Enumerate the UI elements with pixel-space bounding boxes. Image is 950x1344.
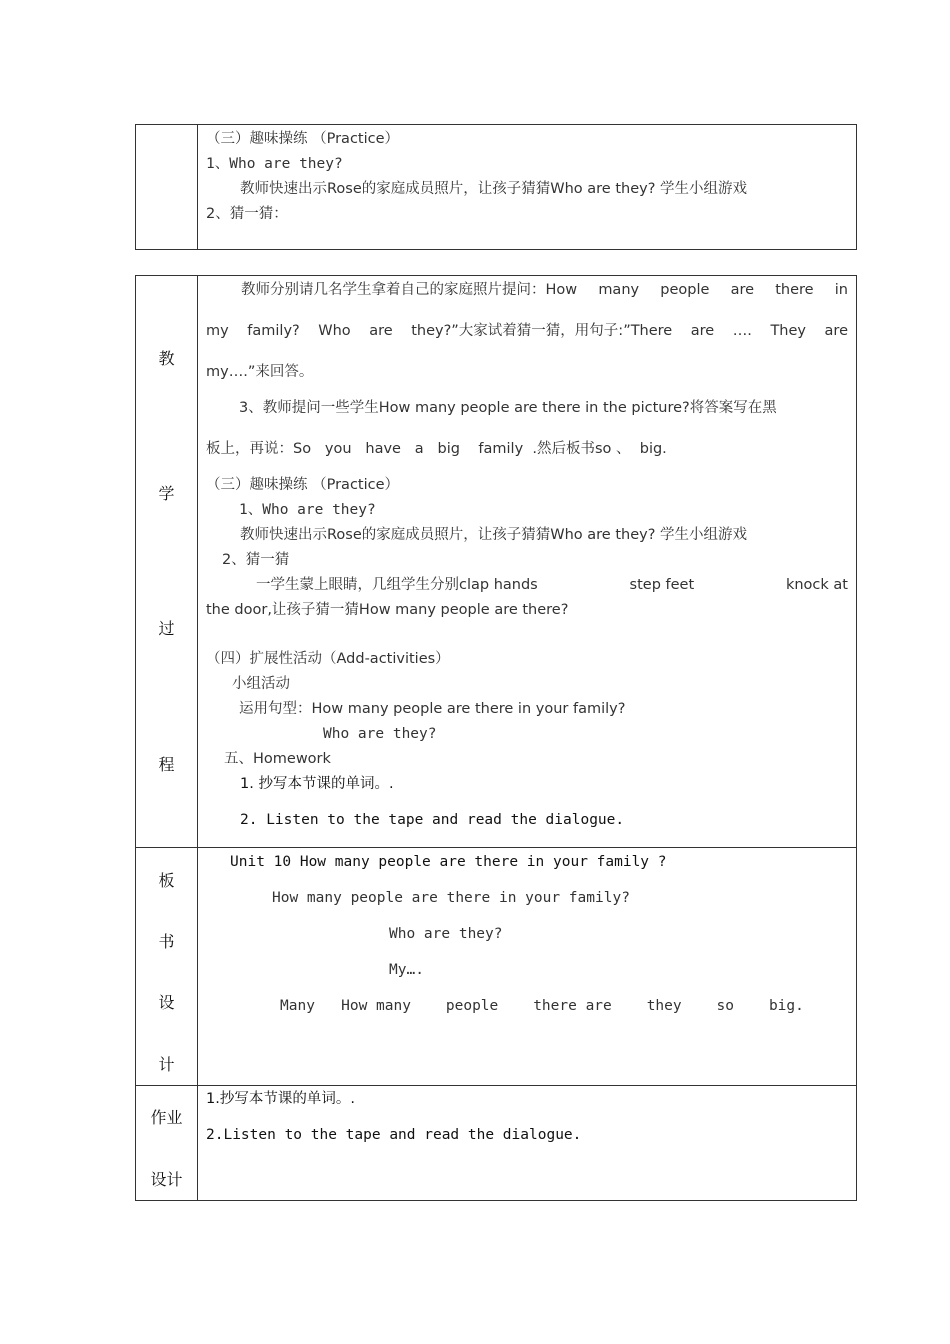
- word: you: [324, 441, 352, 457]
- word: 、: [616, 441, 631, 457]
- homework-label-2: 设计: [150, 1170, 183, 1189]
- word: people: [445, 998, 499, 1014]
- ext-pattern-2: Who are they?: [323, 726, 437, 742]
- word: Many: [280, 998, 315, 1014]
- process-label-3: 过: [158, 619, 175, 638]
- word: are: [824, 323, 848, 339]
- word: so: [716, 998, 735, 1014]
- homework-item-2: 2.Listen to the tape and read the dialogue.: [206, 1127, 582, 1143]
- ext-heading: （四）扩展性活动（Add-activities）: [206, 651, 450, 667]
- word: there are: [533, 998, 612, 1014]
- word: knock at: [785, 577, 848, 593]
- word: they?”大家试着猜一猜，用句子:”There: [411, 323, 673, 339]
- word: big: [437, 441, 460, 457]
- word: big.: [768, 998, 804, 1014]
- hw-item-2: 2. Listen to the tape and read the dialogue.: [240, 812, 625, 828]
- word: family: [478, 441, 524, 457]
- word: .然后板书so: [532, 441, 612, 457]
- word: they: [646, 998, 682, 1014]
- process-p1-line3: my….”来回答。: [206, 364, 314, 380]
- word: 教师分别请几名学生拿着自己的家庭照片提问：How: [241, 282, 578, 298]
- word: there: [775, 282, 814, 298]
- board-label-2: 书: [158, 932, 175, 951]
- word: 一学生蒙上眼睛，几组学生分别clap hands: [256, 577, 538, 593]
- process-guess-line2: the door,让孩子猜一猜How many people are there?: [206, 602, 569, 618]
- process-p1-line1: [241, 281, 848, 299]
- board-title: Unit 10 How many people are there in your family ?: [230, 854, 667, 870]
- divider-board: [136, 847, 856, 848]
- word: many: [598, 282, 640, 298]
- ext-pattern-1: 运用句型：How many people are there in your family?: [239, 701, 626, 717]
- word: have: [365, 441, 401, 457]
- hw-heading: 五、Homework: [224, 751, 331, 767]
- divider-homework: [136, 1085, 856, 1086]
- process-p2-line1: 3、教师提问一些学生How many people are there in the picture?将答案写在黑: [239, 400, 777, 416]
- board-label-1: 板: [158, 871, 175, 890]
- word: 板上，再说：So: [206, 441, 312, 457]
- practice-item-2: 2、猜一猜：: [206, 206, 288, 222]
- process-p2-line2: [206, 440, 766, 458]
- board-label-4: 计: [158, 1055, 175, 1074]
- word: my: [206, 323, 229, 339]
- practice-heading: （三）趣味操练 （Practice）: [206, 131, 400, 147]
- word: are: [730, 282, 755, 298]
- homework-label-1: 作业: [150, 1108, 183, 1127]
- top-table: [135, 124, 857, 250]
- board-line-3: My….: [389, 962, 424, 978]
- top-table-label-column: [136, 125, 198, 249]
- word: They: [770, 323, 806, 339]
- homework-item-1: 1.抄写本节课的单词。.: [206, 1091, 355, 1107]
- board-line-2: Who are they?: [389, 926, 503, 942]
- practice-item-1: 1、Who are they?: [206, 156, 343, 172]
- word: in: [834, 282, 848, 298]
- process-label-2: 学: [158, 484, 175, 503]
- word: step feet: [629, 577, 695, 593]
- word: are: [690, 323, 715, 339]
- process-practice-item-1-desc: 教师快速出示Rose的家庭成员照片，让孩子猜猜Who are they? 学生小组游戏: [240, 527, 748, 543]
- word: family?: [247, 323, 300, 339]
- board-line-1: How many people are there in your family?: [272, 890, 630, 906]
- word: How many: [341, 998, 411, 1014]
- word: are: [369, 323, 393, 339]
- hw-item-1: 1. 抄写本节课的单词。.: [240, 776, 394, 792]
- main-table: [135, 275, 857, 1201]
- process-practice-item-2: 2、猜一猜: [222, 552, 290, 568]
- process-p1-line2: [206, 322, 848, 340]
- process-practice-item-1: 1、Who are they?: [239, 502, 376, 518]
- process-guess-line1: [256, 576, 848, 594]
- ext-group: 小组活动: [232, 676, 290, 692]
- process-label-4: 程: [158, 755, 175, 774]
- process-practice-heading: （三）趣味操练 （Practice）: [206, 477, 400, 493]
- word: people: [660, 282, 710, 298]
- word: ….: [732, 323, 752, 339]
- word: Who: [318, 323, 351, 339]
- board-words: [280, 997, 804, 1015]
- board-label-3: 设: [158, 993, 175, 1012]
- practice-item-1-desc: 教师快速出示Rose的家庭成员照片，让孩子猜猜Who are they? 学生小组游戏: [240, 181, 748, 197]
- word: big.: [639, 441, 667, 457]
- process-label-1: 教: [158, 349, 175, 368]
- word: a: [414, 441, 424, 457]
